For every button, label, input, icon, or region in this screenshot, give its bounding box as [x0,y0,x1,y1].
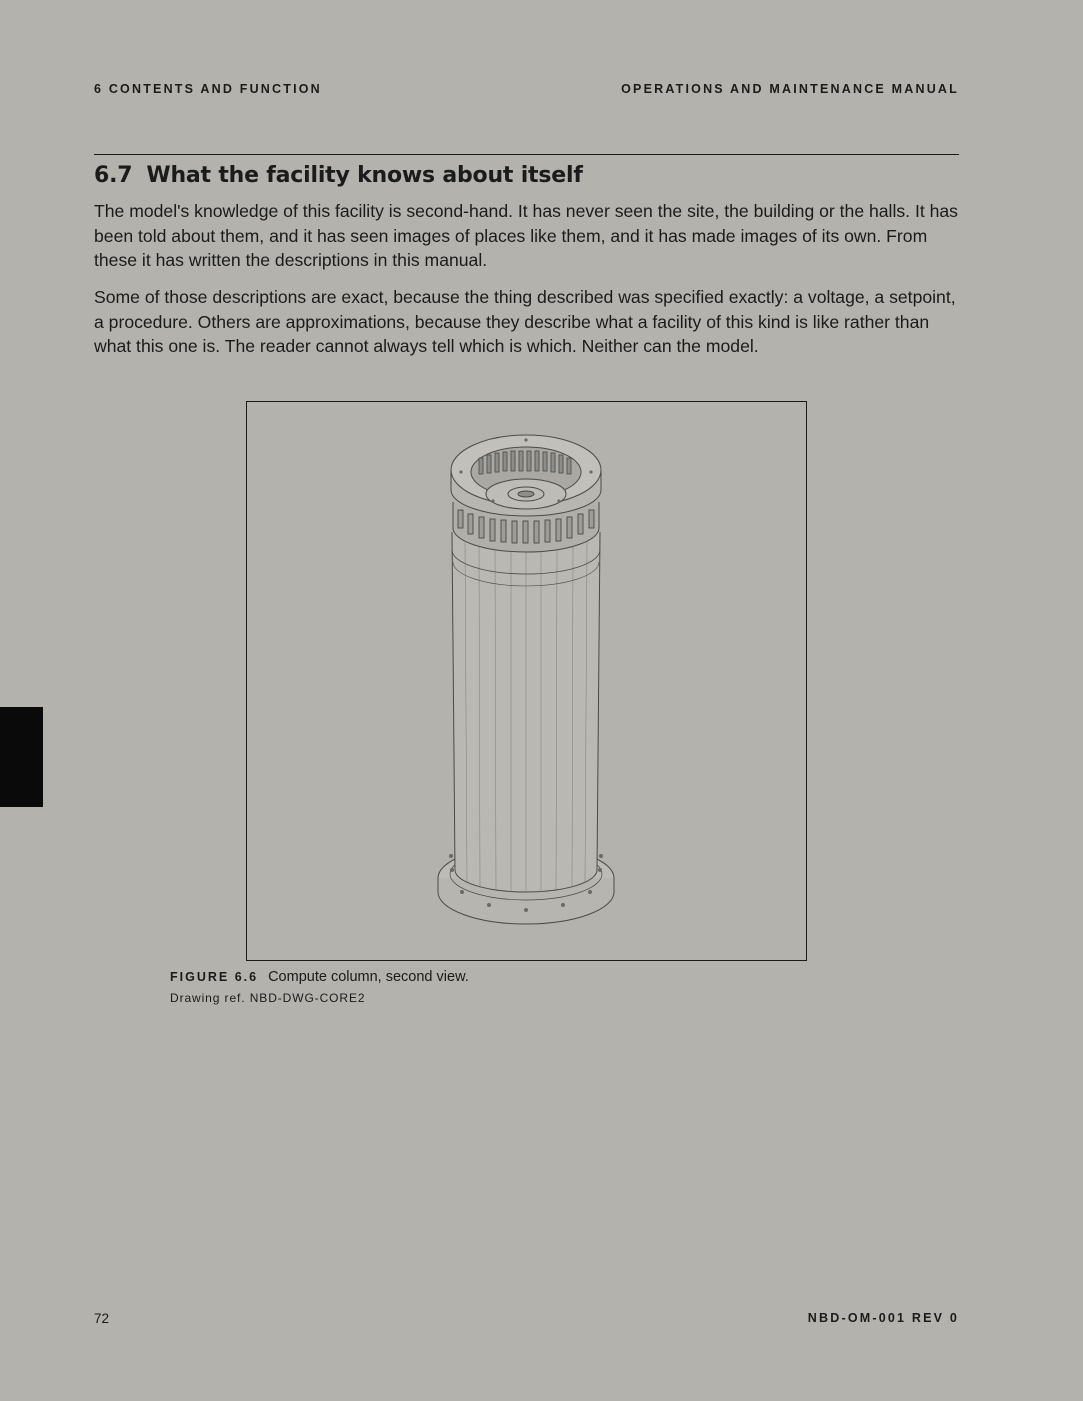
header-manual-title: OPERATIONS AND MAINTENANCE MANUAL [621,82,959,96]
compute-column-illustration [247,402,806,960]
header-chapter: 6 CONTENTS AND FUNCTION [94,82,322,96]
figure-frame [246,401,807,961]
page-number: 72 [94,1311,110,1326]
body-paragraph: The model's knowledge of this facility is second-hand. It has never seen the site, the building or the halls. It has been told about them, and it has seen images of places like them, and it has made images of its own. From these it has written the descriptions in this manual. [94,201,958,271]
chapter-thumb-tab [0,707,43,807]
body-paragraph: Some of those descriptions are exact, because the thing described was specified exactly: a voltage, a setpoint, a procedure. Others are approximations, because they describe what a facility of this kind is like rather than what this one is. The reader cannot always tell which is which. Neither can the model. [94,287,956,357]
running-header [94,82,959,96]
figure-caption-text: Compute column, second view. [268,969,469,985]
document-id: NBD-OM-001 REV 0 [807,1311,959,1325]
figure-caption [170,969,469,985]
drawing-reference: Drawing ref. NBD-DWG-CORE2 [170,991,366,1005]
figure-label: FIGURE 6.6 [170,970,259,984]
section-title: What the facility knows about itself [146,163,583,188]
section-heading [94,163,583,188]
section-number: 6.7 [94,163,133,188]
section-rule [94,154,959,155]
